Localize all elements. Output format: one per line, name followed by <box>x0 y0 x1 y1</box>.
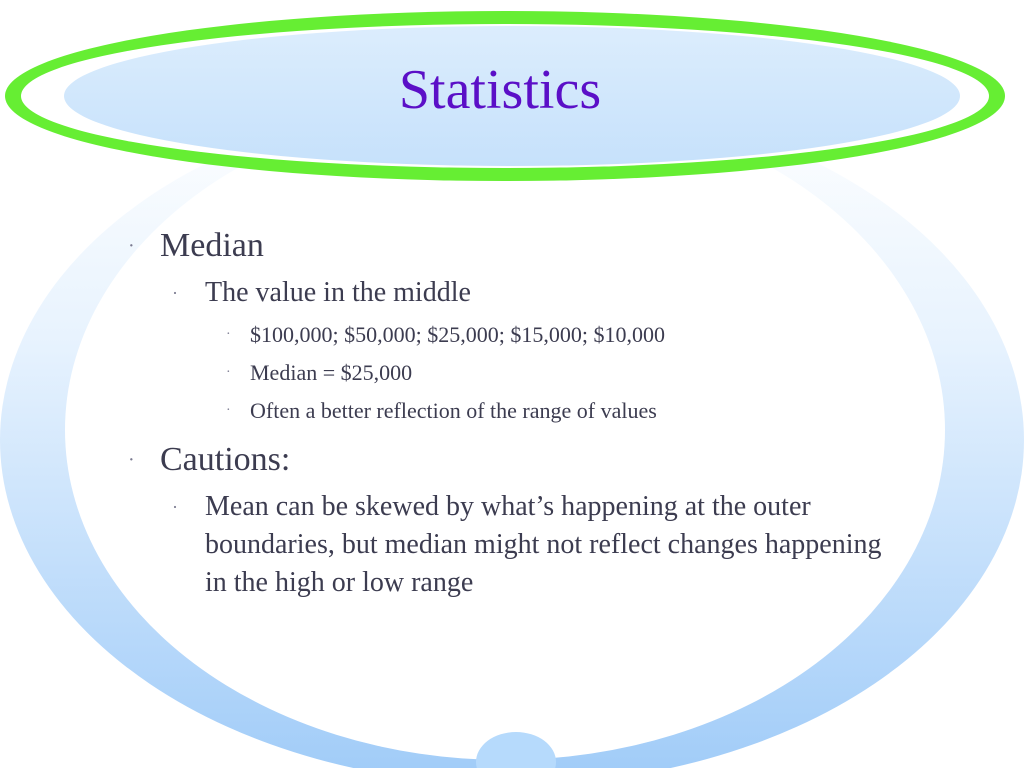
bullet-dot-icon: · <box>128 449 135 471</box>
slide-title: Statistics <box>398 59 602 121</box>
bullet-median-value <box>226 358 896 388</box>
bullet-dot-icon: · <box>226 403 231 418</box>
bullet-text: Cautions: <box>160 441 291 478</box>
bullet-text: The value in the middle <box>205 277 471 308</box>
bullet-dot-icon: · <box>226 365 231 380</box>
bullet-text: $100,000; $50,000; $25,000; $15,000; $10,000 <box>250 322 665 347</box>
bullet-dot-icon: · <box>128 235 135 257</box>
bullet-dot-icon: · <box>226 327 231 342</box>
bullet-dot-icon: · <box>172 283 178 303</box>
bullet-values-list <box>226 320 896 350</box>
bullet-value-middle <box>172 274 896 312</box>
bullet-text: Mean can be skewed by what’s happening at the outer boundaries, but median might not reflect changes happening in the high or low range <box>205 491 882 598</box>
bullet-mean-skewed <box>172 488 885 602</box>
bullet-median <box>128 224 896 268</box>
bullet-cautions <box>128 438 896 482</box>
bullet-text: Median = $25,000 <box>250 360 413 385</box>
bullet-dot-icon: · <box>172 497 178 517</box>
bullet-better-reflection <box>226 396 896 426</box>
bullet-text: Median <box>160 227 264 264</box>
bullet-text: Often a better reflection of the range of values <box>250 398 657 423</box>
slide-body <box>116 218 896 602</box>
